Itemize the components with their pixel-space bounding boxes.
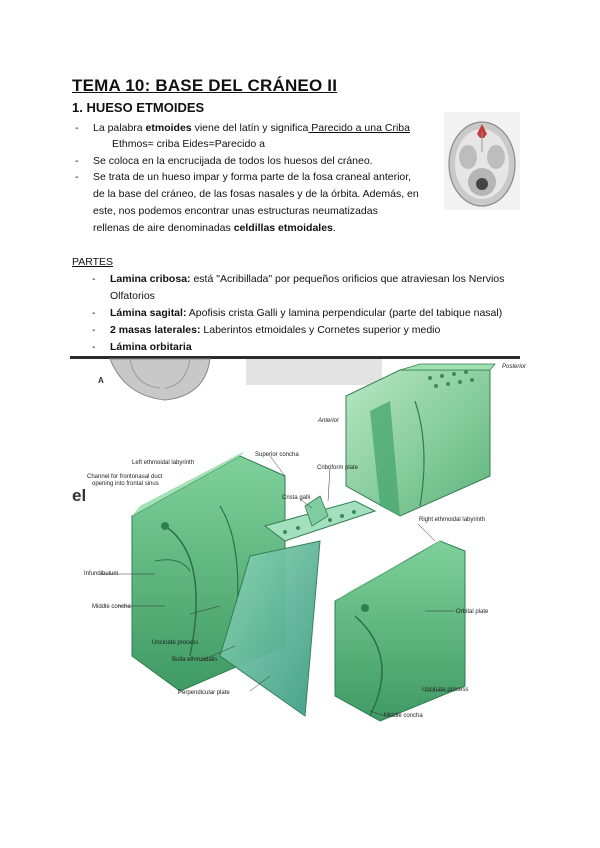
label-left-labyrinth: Left ethmoidal labyrinth — [132, 460, 195, 466]
bullet-dash: - — [75, 155, 79, 167]
label-channel-2: opening into frontal sinus — [92, 481, 159, 487]
label-infundibulum: Infundibulum — [84, 571, 119, 577]
parte-1-cont: Olfatorios — [110, 290, 155, 302]
label-crista-galli: Crista galli — [282, 495, 311, 501]
section-heading: 1. HUESO ETMOIDES — [72, 100, 205, 115]
bullet-dash: - — [92, 341, 96, 353]
label-superior-concha: Superior concha — [255, 452, 299, 458]
label-bulla: Bulla ethmoidalis — [172, 657, 218, 663]
bullet-dash: - — [92, 324, 96, 336]
bullet-dash: - — [92, 273, 96, 285]
parte-4: Lámina orbitaria — [110, 341, 192, 353]
label-posterior: Posterior — [502, 364, 527, 370]
label-cribriform-plate: Cribriform plate — [317, 465, 359, 471]
ethmoid-illustration — [70, 356, 520, 726]
skull-base-image — [444, 112, 520, 210]
bullet-dash: - — [75, 171, 79, 183]
stray-text: el — [72, 486, 87, 505]
partes-heading: PARTES — [72, 256, 114, 268]
bullet-1: La palabra etmoides viene del latín y significa Parecido a una Criba — [93, 122, 410, 134]
bullet-3-line3: este, nos podemos encontrar unas estructuras neumatizadas — [93, 205, 378, 217]
label-right-labyrinth: Right ethmoidal labyrinth — [419, 517, 486, 523]
figure-letter: A — [98, 376, 104, 385]
parte-2: Lámina sagital: Apofisis crista Galli y lamina perpendicular (parte del tabique nasal) — [110, 307, 503, 319]
label-orbital-plate: Orbital plate — [456, 609, 489, 615]
bullet-1-sub: Ethmos= criba Eides=Parecido a — [112, 138, 265, 150]
label-uncinate-left: Uncinate process — [152, 640, 199, 646]
bullet-dash: - — [92, 307, 96, 319]
label-anterior: Anterior — [318, 418, 340, 424]
label-uncinate-right: Uncinate process — [422, 687, 469, 693]
bullet-dash: - — [75, 122, 79, 134]
label-channel-1: Channel for frontonasal duct — [87, 474, 163, 480]
parte-1: Lamina cribosa: está "Acribillada" por pequeños orificios que atraviesan los Nervios — [110, 273, 505, 285]
bullet-3-line1: Se trata de un hueso impar y forma parte de la fosa craneal anterior, — [93, 171, 412, 183]
label-middle-concha-right: Middle concha — [384, 713, 423, 719]
label-middle-concha-left: Middle concha — [92, 604, 131, 610]
page-title: TEMA 10: BASE DEL CRÁNEO II — [72, 76, 338, 95]
bullet-3-line2: de la base del cráneo, de las fosas nasales y de la órbita. Además, en — [93, 188, 419, 200]
parte-3: 2 masas laterales: Laberintos etmoidales y Cornetes superior y medio — [110, 324, 441, 336]
bullet-3-line4: rellenas de aire denominadas celdillas etmoidales. — [93, 222, 336, 234]
bullet-2: Se coloca en la encrucijada de todos los huesos del cráneo. — [93, 155, 373, 167]
label-perpendicular-plate: Perpendicular plate — [178, 690, 230, 696]
